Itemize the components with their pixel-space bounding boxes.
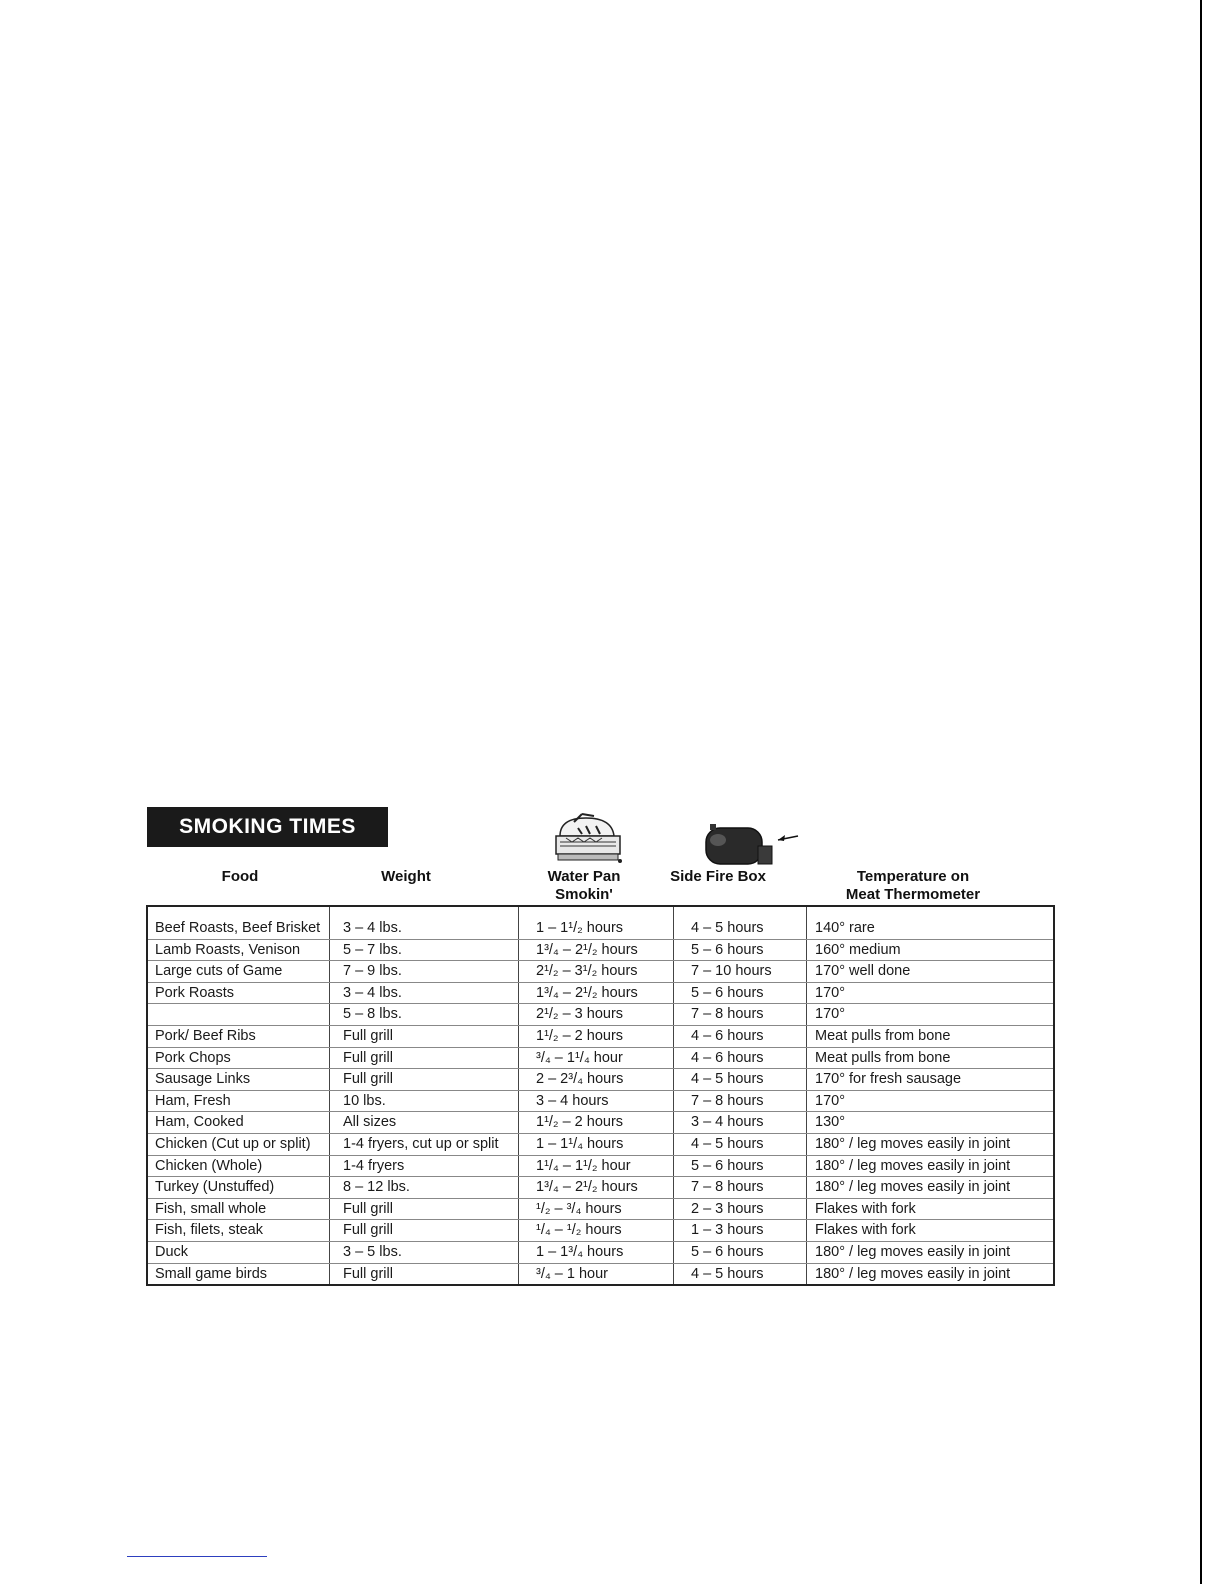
- cell-food: [147, 1004, 330, 1026]
- cell-fire: 4 – 5 hours: [674, 1069, 807, 1091]
- cell-weight: 3 – 5 lbs.: [330, 1241, 519, 1263]
- cell-fire: 7 – 8 hours: [674, 1004, 807, 1026]
- table-row: [147, 939, 1054, 961]
- cell-weight: 5 – 7 lbs.: [330, 939, 519, 961]
- cell-temp: 170°: [807, 1090, 1055, 1112]
- table-body: [147, 906, 1054, 1285]
- table-row: [147, 1090, 1054, 1112]
- table-row: [147, 1133, 1054, 1155]
- cell-fire: 1 – 3 hours: [674, 1220, 807, 1242]
- cell-fire: 3 – 4 hours: [674, 1112, 807, 1134]
- cell-water: 1 – 1¹/₄ hours: [519, 1133, 674, 1155]
- cell-temp: 180° / leg moves easily in joint: [807, 1133, 1055, 1155]
- cell-water: 1¹/₂ – 2 hours: [519, 1025, 674, 1047]
- cell-temp: Flakes with fork: [807, 1198, 1055, 1220]
- cell-food: Ham, Fresh: [147, 1090, 330, 1112]
- cell-weight: 3 – 4 lbs.: [330, 982, 519, 1004]
- cell-weight: 1-4 fryers, cut up or split: [330, 1133, 519, 1155]
- cell-water: ³/₄ – 1 hour: [519, 1263, 674, 1285]
- header-line: Meat Thermometer: [845, 886, 981, 903]
- footnote-rule: [127, 1556, 267, 1557]
- smoking-times-table: [146, 905, 1055, 1286]
- cell-weight: Full grill: [330, 1198, 519, 1220]
- cell-weight: Full grill: [330, 1069, 519, 1091]
- cell-fire: 5 – 6 hours: [674, 1155, 807, 1177]
- cell-weight: Full grill: [330, 1220, 519, 1242]
- cell-fire: 4 – 5 hours: [674, 906, 807, 939]
- cell-temp: Flakes with fork: [807, 1220, 1055, 1242]
- cell-food: Pork/ Beef Ribs: [147, 1025, 330, 1047]
- cell-weight: 7 – 9 lbs.: [330, 961, 519, 983]
- header-line: Temperature on: [856, 868, 970, 885]
- table-row: [147, 1069, 1054, 1091]
- column-header-temperature: [778, 868, 1048, 904]
- table-row: [147, 961, 1054, 983]
- cell-temp: 170°: [807, 982, 1055, 1004]
- cell-food: Turkey (Unstuffed): [147, 1177, 330, 1199]
- cell-fire: 2 – 3 hours: [674, 1198, 807, 1220]
- cell-weight: All sizes: [330, 1112, 519, 1134]
- cell-food: Sausage Links: [147, 1069, 330, 1091]
- column-header-side-fire-box: Side Fire Box: [670, 868, 766, 885]
- cell-temp: 170° for fresh sausage: [807, 1069, 1055, 1091]
- table-row: [147, 982, 1054, 1004]
- table-row: [147, 1155, 1054, 1177]
- cell-weight: Full grill: [330, 1047, 519, 1069]
- cell-temp: 180° / leg moves easily in joint: [807, 1241, 1055, 1263]
- table-row: [147, 1177, 1054, 1199]
- table-row: [147, 1025, 1054, 1047]
- cell-temp: 180° / leg moves easily in joint: [807, 1263, 1055, 1285]
- table-row: [147, 1004, 1054, 1026]
- cell-water: 1¹/₄ – 1¹/₂ hour: [519, 1155, 674, 1177]
- table-row: [147, 1220, 1054, 1242]
- cell-temp: 170° well done: [807, 961, 1055, 983]
- table-row: [147, 906, 1054, 939]
- cell-fire: 7 – 10 hours: [674, 961, 807, 983]
- water-pan-smoker-icon: [552, 812, 626, 866]
- cell-temp: 180° / leg moves easily in joint: [807, 1177, 1055, 1199]
- cell-water: 2¹/₂ – 3 hours: [519, 1004, 674, 1026]
- cell-water: 1³/₄ – 2¹/₂ hours: [519, 982, 674, 1004]
- cell-water: 3 – 4 hours: [519, 1090, 674, 1112]
- cell-fire: 4 – 6 hours: [674, 1025, 807, 1047]
- section-title: SMOKING TIMES: [147, 807, 388, 847]
- cell-water: 1 – 1¹/₂ hours: [519, 906, 674, 939]
- cell-food: Duck: [147, 1241, 330, 1263]
- header-line: Smokin': [555, 886, 613, 903]
- side-fire-box-icon: [702, 820, 806, 868]
- cell-weight: 5 – 8 lbs.: [330, 1004, 519, 1026]
- cell-weight: 3 – 4 lbs.: [330, 906, 519, 939]
- cell-fire: 7 – 8 hours: [674, 1090, 807, 1112]
- cell-fire: 5 – 6 hours: [674, 982, 807, 1004]
- cell-food: Chicken (Cut up or split): [147, 1133, 330, 1155]
- table-row: [147, 1198, 1054, 1220]
- cell-food: Ham, Cooked: [147, 1112, 330, 1134]
- cell-food: Fish, small whole: [147, 1198, 330, 1220]
- table-row: [147, 1241, 1054, 1263]
- page-edge-rule: [1200, 0, 1202, 1584]
- cell-temp: Meat pulls from bone: [807, 1047, 1055, 1069]
- table-row: [147, 1263, 1054, 1285]
- cell-water: 2¹/₂ – 3¹/₂ hours: [519, 961, 674, 983]
- cell-weight: 10 lbs.: [330, 1090, 519, 1112]
- cell-temp: 180° / leg moves easily in joint: [807, 1155, 1055, 1177]
- column-header-water-pan: [512, 868, 656, 904]
- cell-water: ¹/₂ – ³/₄ hours: [519, 1198, 674, 1220]
- cell-weight: 1-4 fryers: [330, 1155, 519, 1177]
- cell-water: ¹/₄ – ¹/₂ hours: [519, 1220, 674, 1242]
- cell-food: Chicken (Whole): [147, 1155, 330, 1177]
- cell-food: Beef Roasts, Beef Brisket: [147, 906, 330, 939]
- cell-weight: Full grill: [330, 1025, 519, 1047]
- cell-fire: 5 – 6 hours: [674, 1241, 807, 1263]
- cell-temp: 130°: [807, 1112, 1055, 1134]
- cell-water: 1¹/₂ – 2 hours: [519, 1112, 674, 1134]
- cell-temp: 140° rare: [807, 906, 1055, 939]
- cell-water: 2 – 2³/₄ hours: [519, 1069, 674, 1091]
- cell-temp: Meat pulls from bone: [807, 1025, 1055, 1047]
- cell-food: Fish, filets, steak: [147, 1220, 330, 1242]
- cell-water: 1³/₄ – 2¹/₂ hours: [519, 939, 674, 961]
- cell-weight: 8 – 12 lbs.: [330, 1177, 519, 1199]
- cell-food: Small game birds: [147, 1263, 330, 1285]
- cell-temp: 160° medium: [807, 939, 1055, 961]
- cell-water: 1 – 1³/₄ hours: [519, 1241, 674, 1263]
- cell-fire: 4 – 5 hours: [674, 1133, 807, 1155]
- cell-fire: 4 – 5 hours: [674, 1263, 807, 1285]
- cell-water: 1³/₄ – 2¹/₂ hours: [519, 1177, 674, 1199]
- cell-fire: 7 – 8 hours: [674, 1177, 807, 1199]
- column-header-weight: Weight: [381, 868, 431, 885]
- cell-food: Pork Roasts: [147, 982, 330, 1004]
- cell-food: Large cuts of Game: [147, 961, 330, 983]
- cell-food: Lamb Roasts, Venison: [147, 939, 330, 961]
- cell-weight: Full grill: [330, 1263, 519, 1285]
- header-line: Water Pan: [547, 868, 621, 885]
- table: [146, 905, 1055, 1286]
- cell-water: ³/₄ – 1¹/₄ hour: [519, 1047, 674, 1069]
- cell-fire: 4 – 6 hours: [674, 1047, 807, 1069]
- cell-temp: 170°: [807, 1004, 1055, 1026]
- table-row: [147, 1047, 1054, 1069]
- column-header-food: Food: [221, 868, 259, 885]
- cell-food: Pork Chops: [147, 1047, 330, 1069]
- cell-fire: 5 – 6 hours: [674, 939, 807, 961]
- table-row: [147, 1112, 1054, 1134]
